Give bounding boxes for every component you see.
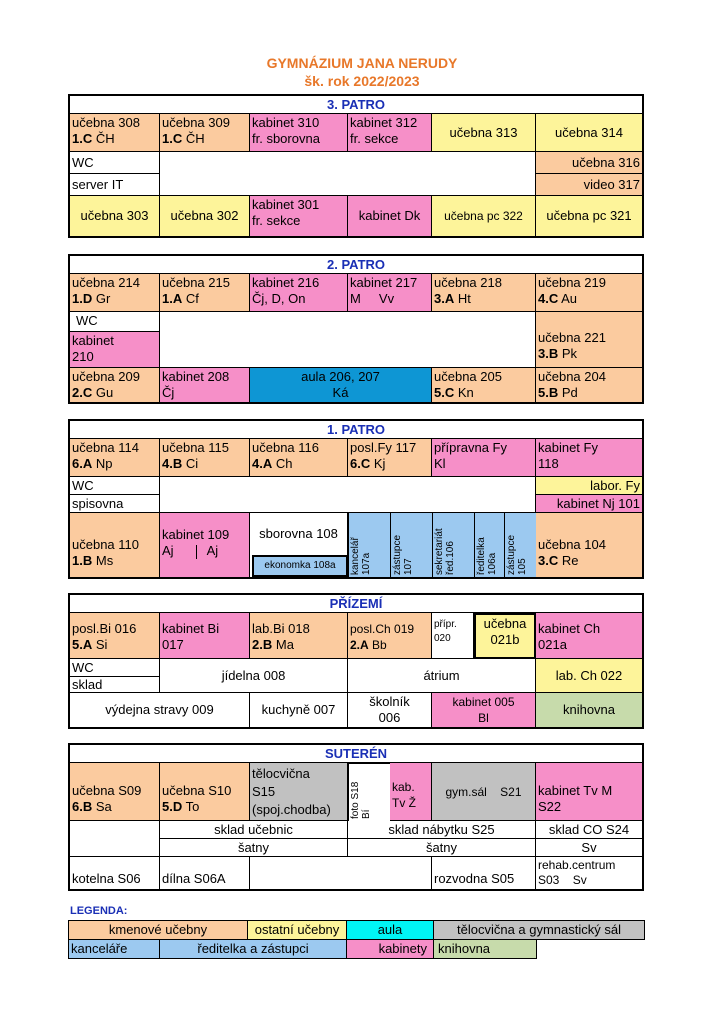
floor-basement xyxy=(68,743,644,891)
room-209: učebna 209 2.C Gu xyxy=(70,368,160,402)
school-year: šk. rok 2022/2023 xyxy=(304,73,420,89)
labor-fy: labor. Fy xyxy=(536,477,642,495)
foto-s18: foto S18 Bí xyxy=(348,763,390,821)
vydejna-stravy-009: výdejna stravy 009 xyxy=(70,693,250,727)
server-it: server IT xyxy=(70,174,160,196)
zastupce-105: zástupce 105 xyxy=(504,513,536,577)
room-217: kabinet 217 M Vv xyxy=(348,274,432,312)
room-219: učebna 219 4.C Au xyxy=(536,274,642,312)
atrium: átrium xyxy=(348,659,536,693)
sklad: sklad xyxy=(70,677,160,693)
sekretariat-106: sekretariát řed.106 xyxy=(432,513,474,577)
satny-2: šatny xyxy=(348,839,536,857)
room-pc322: učebna pc 322 xyxy=(432,196,536,236)
skolnik-006: školník 006 xyxy=(348,693,432,727)
sklad-nabytku-s25: sklad nábytku S25 xyxy=(348,821,536,839)
wc: WC xyxy=(70,152,160,174)
room-117: posl.Fy 117 6.C Kj xyxy=(348,439,432,477)
school-title: GYMNÁZIUM JANA NERUDY xyxy=(266,55,458,71)
kabinet-ch-021a: kabinet Ch 021a xyxy=(536,613,642,659)
legend-title: LEGENDA: xyxy=(70,905,128,917)
video-317: video 317 xyxy=(536,174,642,196)
floor-ground xyxy=(68,593,644,729)
kotelna-s06: kotelna S06 xyxy=(70,857,160,889)
wc: WC xyxy=(70,659,160,677)
basement-empty xyxy=(250,857,432,889)
room-221: učebna 221 3.B Pk xyxy=(536,312,642,368)
reditelka-106a: ředitelka 106a xyxy=(474,513,504,577)
kabinet-dk: kabinet Dk xyxy=(348,196,432,236)
pripravna-fy: přípravna Fy Kl xyxy=(432,439,536,477)
legend-telocvicna: tělocvična a gymnastický sál xyxy=(433,920,645,940)
legend-aula: aula xyxy=(346,920,434,940)
room-pc321: učebna pc 321 xyxy=(536,196,642,236)
gym-sal-s21: gym.sál S21 xyxy=(432,763,536,821)
legend-kancelare: kanceláře xyxy=(68,939,160,959)
telocvicna-s15: tělocvična S15 (spoj.chodba) xyxy=(250,763,348,821)
room-205: učebna 205 5.C Kn xyxy=(432,368,536,402)
corridor xyxy=(160,312,536,368)
floor-title: 1. PATRO xyxy=(70,421,642,439)
ucebna-s09: učebna S09 6.B Sa xyxy=(70,763,160,821)
corridor-left xyxy=(70,821,160,857)
sklad-co-sv: Sv xyxy=(536,839,642,857)
pripr-020: přípr. 020 xyxy=(432,613,474,659)
kabinet-005: kabinet 005 Bl xyxy=(432,693,536,727)
room-313: učebna 313 xyxy=(432,114,536,152)
corridor xyxy=(160,477,536,513)
kancelar-107a: kancelář 107a xyxy=(348,513,390,577)
kabinet-210: kabinet 210 xyxy=(70,332,160,368)
dilna-s06a: dílna S06A xyxy=(160,857,250,889)
room-115: učebna 115 4.B Ci xyxy=(160,439,250,477)
kabinet-bi: kabinet Bi 017 xyxy=(160,613,250,659)
room-303: učebna 303 xyxy=(70,196,160,236)
room-218: učebna 218 3.A Ht xyxy=(432,274,536,312)
sklad-co-s24: sklad CO S24 xyxy=(536,821,642,839)
kabinet-tv-z: kab. Tv Ž xyxy=(390,763,432,821)
room-110: učebna 110 1.B Ms xyxy=(70,513,160,577)
posl-bi-016: posl.Bi 016 5.A Si xyxy=(70,613,160,659)
legend-kabinety: kabinety xyxy=(346,939,434,959)
kabinet-nj-101: kabinet Nj 101 xyxy=(536,495,642,513)
ucebna-021b: učebna 021b xyxy=(474,613,536,659)
wc: WC xyxy=(70,312,160,332)
room-310: kabinet 310 fr. sborovna xyxy=(250,114,348,152)
posl-ch-019: posl.Ch 019 2.A Bb xyxy=(348,613,432,659)
room-309: učebna 309 1.C ČH xyxy=(160,114,250,152)
rehab-centrum-s03: rehab.centrum S03 Sv xyxy=(536,857,642,889)
corridor xyxy=(160,152,536,196)
room-314: učebna 314 xyxy=(536,114,642,152)
wc: WC xyxy=(70,477,160,495)
room-215: učebna 215 1.A Cf xyxy=(160,274,250,312)
sklad-ucebnic: sklad učebnic xyxy=(160,821,348,839)
lab-bi-018: lab.Bi 018 2.B Ma xyxy=(250,613,348,659)
room-114: učebna 114 6.A Np xyxy=(70,439,160,477)
knihovna: knihovna xyxy=(536,693,642,727)
floor-2 xyxy=(68,254,644,404)
spisovna: spisovna xyxy=(70,495,160,513)
kabinet-208: kabinet 208 Čj xyxy=(160,368,250,402)
legend-reditelka: ředitelka a zástupci xyxy=(159,939,347,959)
floor-title: SUTERÉN xyxy=(70,745,642,763)
room-214: učebna 214 1.D Gr xyxy=(70,274,160,312)
zastupce-107: zástupce 107 xyxy=(390,513,432,577)
floor-title: 2. PATRO xyxy=(70,256,642,274)
room-216: kabinet 216 Čj, D, On xyxy=(250,274,348,312)
room-302: učebna 302 xyxy=(160,196,250,236)
room-316: učebna 316 xyxy=(536,152,642,174)
floor-3 xyxy=(68,94,644,238)
kuchyne-007: kuchyně 007 xyxy=(250,693,348,727)
aula-206-207: aula 206, 207 Ká xyxy=(250,368,432,402)
ekonomka-108a: ekonomka 108a xyxy=(252,555,348,577)
lab-ch-022: lab. Ch 022 xyxy=(536,659,642,693)
kabinet-tv-m: kabinet Tv M S22 xyxy=(536,763,642,821)
room-312: kabinet 312 fr. sekce xyxy=(348,114,432,152)
floor-1 xyxy=(68,419,644,579)
satny-1: šatny xyxy=(160,839,348,857)
legend-knihovna: knihovna xyxy=(433,939,537,959)
sborovna-108: sborovna 108 xyxy=(250,513,348,555)
kabinet-109: kabinet 109 Aj Aj xyxy=(160,513,250,577)
room-104: učebna 104 3.C Re xyxy=(536,513,642,577)
rozvodna-s05: rozvodna S05 xyxy=(432,857,536,889)
room-301: kabinet 301 fr. sekce xyxy=(250,196,348,236)
legend-ostatni: ostatní učebny xyxy=(247,920,347,940)
legend-kmenove: kmenové učebny xyxy=(68,920,248,940)
room-116: učebna 116 4.A Ch xyxy=(250,439,348,477)
room-204: učebna 204 5.B Pd xyxy=(536,368,642,402)
jidelna-008: jídelna 008 xyxy=(160,659,348,693)
floor-title: 3. PATRO xyxy=(70,96,642,114)
ucebna-s10: učebna S10 5.D To xyxy=(160,763,250,821)
floor-title: PŘÍZEMÍ xyxy=(70,595,642,613)
room-308: učebna 308 1.C ČH xyxy=(70,114,160,152)
kabinet-fy: kabinet Fy 118 xyxy=(536,439,642,477)
